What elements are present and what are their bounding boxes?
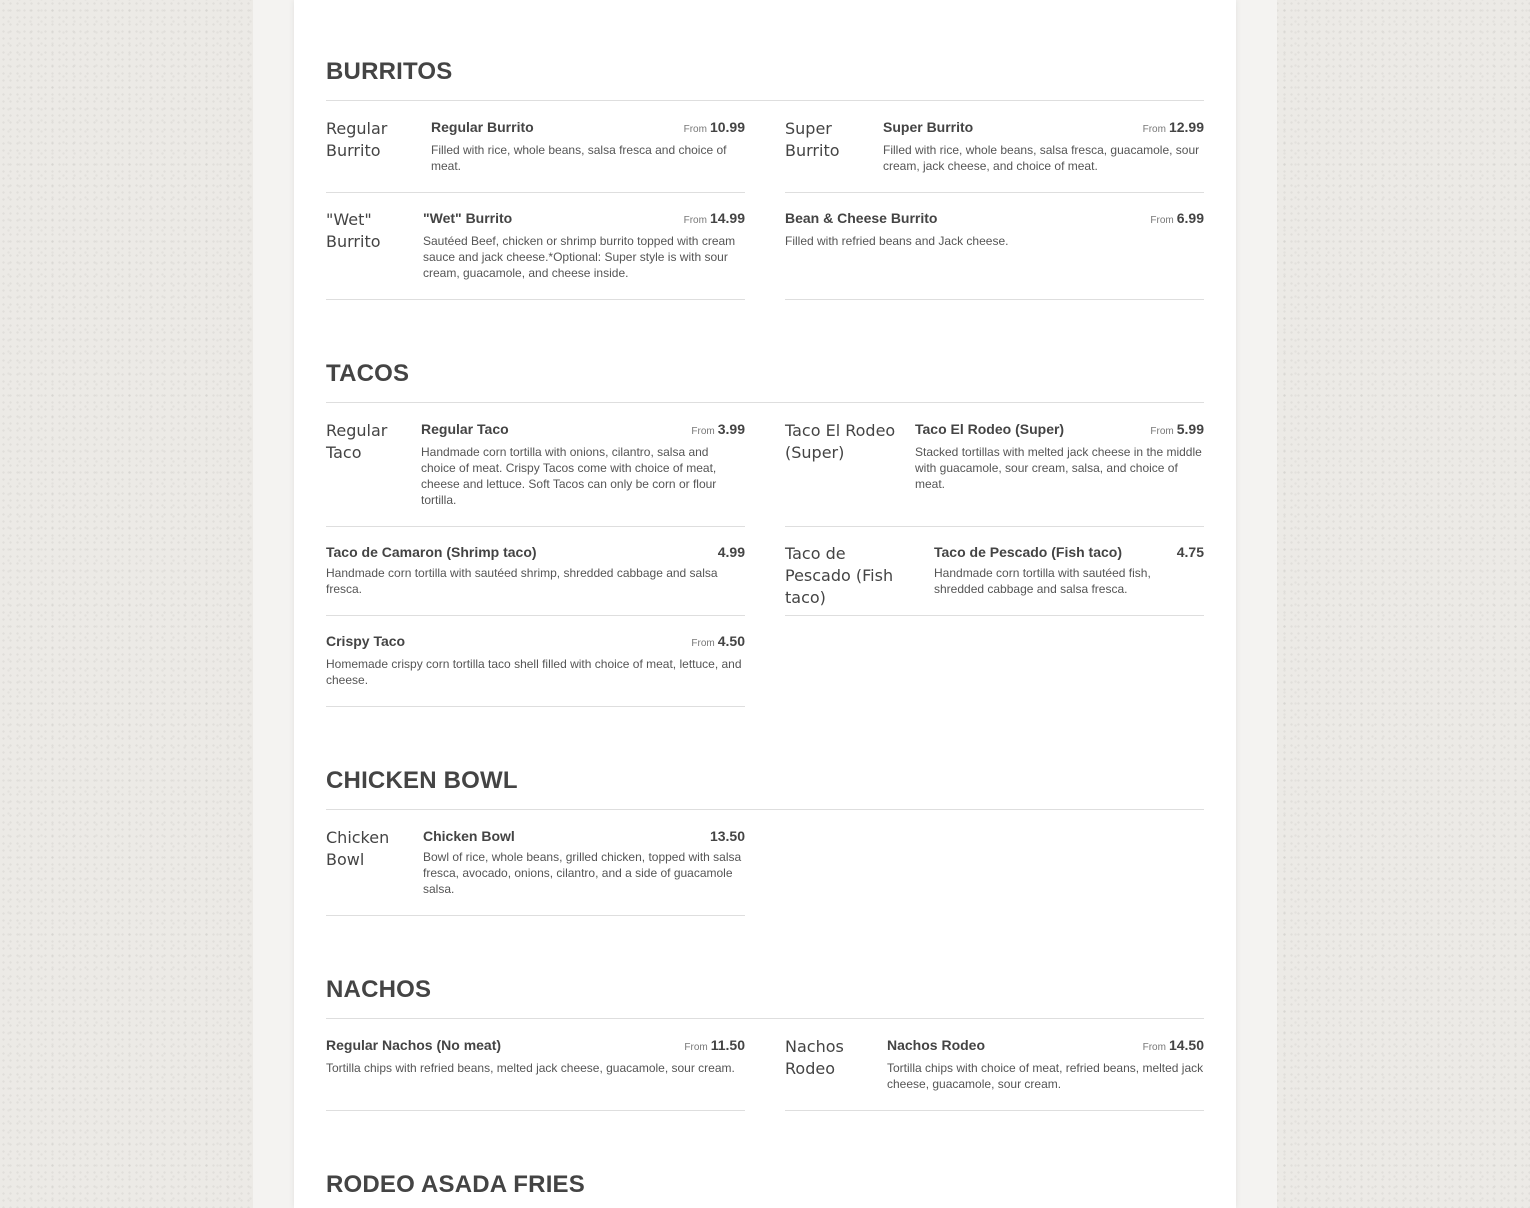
item-price: 4.75 (1176, 544, 1204, 560)
item-image: Nachos Rodeo (785, 1037, 844, 1078)
item-name: Chicken Bowl (423, 828, 515, 844)
item-description: Filled with refried beans and Jack cheese. (785, 234, 1009, 248)
menu-item-super-burrito[interactable] (785, 118, 1204, 194)
item-price: From 12.99 (1142, 119, 1204, 135)
section-title-nachos: NACHOS (326, 976, 432, 1003)
item-price: From 11.50 (684, 1037, 745, 1053)
menu-item-taco-de-pescado[interactable] (785, 543, 1204, 617)
section-title-tacos: TACOS (326, 360, 410, 387)
item-name: Regular Nachos (No meat) (326, 1037, 502, 1053)
item-description: Bowl of rice, whole beans, grilled chicken, topped with salsa fresca, avocado, onions, cilantro, and a side of guacamole salsa. (423, 850, 742, 896)
menu-item-nachos-rodeo[interactable] (785, 1036, 1204, 1112)
item-name: Super Burrito (883, 119, 974, 135)
section-divider (326, 809, 1204, 810)
item-description: Handmade corn tortilla with onions, cilantro, salsa and choice of meat. Crispy Tacos come with choice of meat, cheese and lettuce. Soft Tacos can only be corn or flour tortilla. (421, 445, 717, 507)
menu-item-taco-el-rodeo[interactable] (785, 420, 1204, 528)
menu-item-bean-cheese-burrito[interactable] (785, 209, 1204, 301)
item-description: Filled with rice, whole beans, salsa fresca and choice of meat. (431, 143, 727, 173)
item-image: Super Burrito (785, 119, 840, 160)
item-price: From 3.99 (691, 421, 745, 437)
item-description: Homemade crispy corn tortilla taco shell filled with choice of meat, lettuce, and cheese. (326, 657, 742, 687)
item-name: Crispy Taco (326, 633, 406, 649)
menu-item-crispy-taco[interactable] (326, 632, 745, 708)
item-description: Sautéed Beef, chicken or shrimp burrito topped with cream sauce and jack cheese.*Optional: Super style is with sour cream, guacamole, and cheese inside. (423, 234, 736, 280)
item-price: From 6.99 (1150, 210, 1204, 226)
item-price: From 14.99 (683, 210, 745, 226)
menu-item-wet-burrito[interactable] (326, 209, 745, 301)
item-price: 13.50 (709, 828, 745, 844)
item-price: From 5.99 (1150, 421, 1204, 437)
item-image: "Wet" Burrito (326, 210, 381, 251)
item-name: Taco de Pescado (Fish taco) (934, 544, 1123, 560)
item-name: Taco El Rodeo (Super) (915, 421, 1065, 437)
menu-item-regular-taco[interactable] (326, 420, 745, 528)
section-title-asada-fries: RODEO ASADA FRIES (326, 1171, 585, 1198)
item-price: From 10.99 (683, 119, 745, 135)
item-name: Regular Taco (421, 421, 509, 437)
section-title-chicken-bowl: CHICKEN BOWL (326, 767, 518, 794)
item-price: From 4.50 (691, 633, 745, 649)
section-divider (326, 402, 1204, 403)
section-divider (326, 1018, 1204, 1019)
item-name: Nachos Rodeo (887, 1037, 986, 1053)
item-description: Handmade corn tortilla with sautéed fish, shredded cabbage and salsa fresca. (934, 566, 1151, 596)
item-description: Handmade corn tortilla with sautéed shrimp, shredded cabbage and salsa fresca. (326, 566, 718, 596)
item-description: Tortilla chips with refried beans, melted jack cheese, guacamole, sour cream. (326, 1061, 735, 1075)
menu-item-chicken-bowl[interactable] (326, 827, 745, 917)
item-image: Taco de Pescado (Fish taco) (785, 544, 894, 607)
item-name: Regular Burrito (431, 119, 534, 135)
item-name: "Wet" Burrito (423, 210, 513, 226)
item-image: Taco El Rodeo (Super) (785, 421, 896, 462)
item-image: Regular Taco (326, 421, 388, 462)
item-price: From 14.50 (1142, 1037, 1204, 1053)
item-name: Bean & Cheese Burrito (785, 210, 938, 226)
section-title-burritos: BURRITOS (326, 58, 453, 85)
menu-item-regular-burrito[interactable] (326, 118, 745, 194)
item-description: Filled with rice, whole beans, salsa fresca, guacamole, sour cream, jack cheese, and choice of meat. (883, 143, 1200, 173)
menu-item-taco-de-camaron[interactable] (326, 543, 745, 617)
item-image: Chicken Bowl (326, 828, 390, 869)
item-description: Stacked tortillas with melted jack cheese in the middle with guacamole, sour cream, salsa, and choice of meat. (915, 445, 1202, 491)
menu-item-regular-nachos[interactable] (326, 1036, 745, 1112)
item-price: 4.99 (717, 544, 745, 560)
item-image: Regular Burrito (326, 119, 388, 160)
item-description: Tortilla chips with choice of meat, refried beans, melted jack cheese, guacamole, sour cream. (887, 1061, 1204, 1091)
section-divider (326, 100, 1204, 101)
item-name: Taco de Camaron (Shrimp taco) (326, 544, 537, 560)
